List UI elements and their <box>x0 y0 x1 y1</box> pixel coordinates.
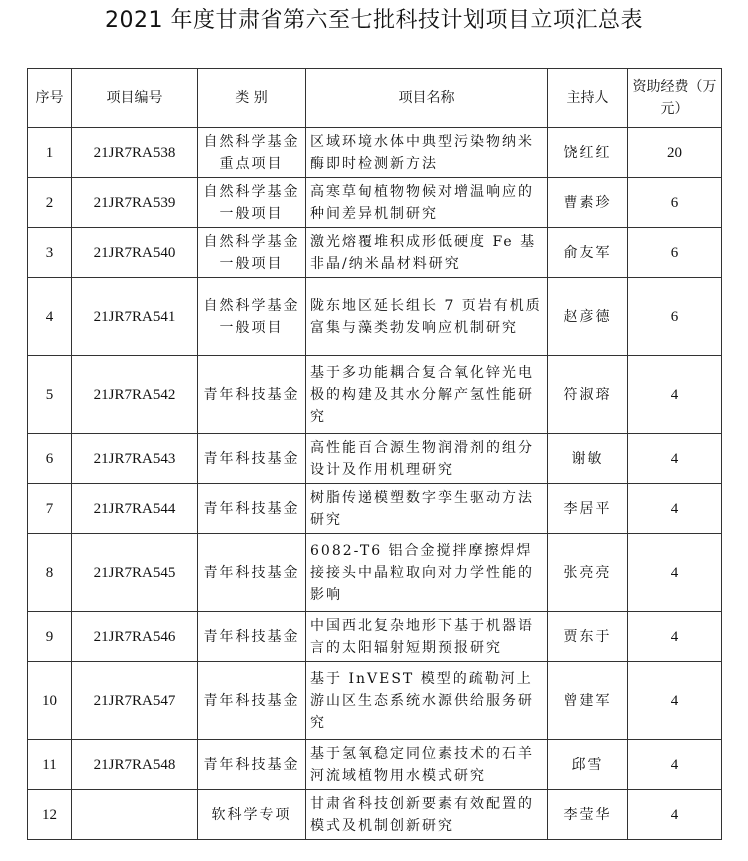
header-row <box>28 69 722 128</box>
row-fund: 4 <box>628 356 722 434</box>
row-leader: 贾东于 <box>548 612 628 662</box>
row-leader: 曹素珍 <box>548 178 628 228</box>
row-code: 21JR7RA544 <box>72 484 198 534</box>
row-fund: 4 <box>628 484 722 534</box>
table-row <box>28 612 722 662</box>
row-name: 高性能百合源生物润滑剂的组分设计及作用机理研究 <box>306 434 548 484</box>
row-fund: 6 <box>628 178 722 228</box>
row-category: 青年科技基金 <box>198 356 306 434</box>
header-name: 项目名称 <box>306 69 548 128</box>
row-leader: 饶红红 <box>548 128 628 178</box>
row-code: 21JR7RA539 <box>72 178 198 228</box>
row-leader: 李莹华 <box>548 790 628 840</box>
row-category: 青年科技基金 <box>198 434 306 484</box>
row-leader: 李居平 <box>548 484 628 534</box>
row-fund: 4 <box>628 662 722 740</box>
row-fund: 4 <box>628 434 722 484</box>
header-code: 项目编号 <box>72 69 198 128</box>
row-seq: 1 <box>28 128 72 178</box>
row-category: 自然科学基金一般项目 <box>198 278 306 356</box>
row-name: 高寒草甸植物物候对增温响应的种间差异机制研究 <box>306 178 548 228</box>
row-code: 21JR7RA541 <box>72 278 198 356</box>
row-name: 基于多功能耦合复合氧化锌光电极的构建及其水分解产氢性能研究 <box>306 356 548 434</box>
row-name: 中国西北复杂地形下基于机器语言的太阳辐射短期预报研究 <box>306 612 548 662</box>
row-category: 自然科学基金一般项目 <box>198 178 306 228</box>
row-category: 青年科技基金 <box>198 534 306 612</box>
row-code: 21JR7RA540 <box>72 228 198 278</box>
table-row <box>28 662 722 740</box>
row-seq: 12 <box>28 790 72 840</box>
row-fund: 4 <box>628 790 722 840</box>
row-name: 基于氢氧稳定同位素技术的石羊河流域植物用水模式研究 <box>306 740 548 790</box>
row-seq: 4 <box>28 278 72 356</box>
row-name: 陇东地区延长组长 7 页岩有机质富集与藻类勃发响应机制研究 <box>306 278 548 356</box>
row-seq: 7 <box>28 484 72 534</box>
row-seq: 3 <box>28 228 72 278</box>
header-fund: 资助经费（万元） <box>628 69 722 128</box>
row-leader: 张亮亮 <box>548 534 628 612</box>
row-category: 自然科学基金一般项目 <box>198 228 306 278</box>
row-name: 6082-T6 铝合金搅拌摩擦焊焊接接头中晶粒取向对力学性能的影响 <box>306 534 548 612</box>
row-seq: 10 <box>28 662 72 740</box>
row-leader: 邱雪 <box>548 740 628 790</box>
row-code: 21JR7RA548 <box>72 740 198 790</box>
row-fund: 20 <box>628 128 722 178</box>
row-name: 树脂传递模塑数字孪生驱动方法研究 <box>306 484 548 534</box>
header-category: 类 别 <box>198 69 306 128</box>
row-leader: 符淑瑢 <box>548 356 628 434</box>
table-row <box>28 484 722 534</box>
row-category: 青年科技基金 <box>198 740 306 790</box>
row-category: 青年科技基金 <box>198 612 306 662</box>
row-fund: 4 <box>628 612 722 662</box>
row-seq: 9 <box>28 612 72 662</box>
table-row <box>28 740 722 790</box>
row-category: 自然科学基金重点项目 <box>198 128 306 178</box>
table-row <box>28 790 722 840</box>
row-fund: 6 <box>628 228 722 278</box>
table-row <box>28 228 722 278</box>
table-row <box>28 534 722 612</box>
row-name: 区域环境水体中典型污染物纳米酶即时检测新方法 <box>306 128 548 178</box>
row-category: 青年科技基金 <box>198 484 306 534</box>
row-fund: 4 <box>628 534 722 612</box>
table-body <box>28 128 722 840</box>
row-name: 激光熔覆堆积成形低硬度 Fe 基非晶/纳米晶材料研究 <box>306 228 548 278</box>
row-fund: 6 <box>628 278 722 356</box>
row-code: 21JR7RA547 <box>72 662 198 740</box>
page-title: 2021 年度甘肃省第六至七批科技计划项目立项汇总表 <box>105 8 643 33</box>
header-seq: 序号 <box>28 69 72 128</box>
row-seq: 5 <box>28 356 72 434</box>
row-fund: 4 <box>628 740 722 790</box>
row-category: 软科学专项 <box>198 790 306 840</box>
row-name: 基于 InVEST 模型的疏勒河上游山区生态系统水源供给服务研究 <box>306 662 548 740</box>
row-name: 甘肃省科技创新要素有效配置的模式及机制创新研究 <box>306 790 548 840</box>
row-seq: 8 <box>28 534 72 612</box>
row-leader: 谢敏 <box>548 434 628 484</box>
row-code: 21JR7RA545 <box>72 534 198 612</box>
row-code: 21JR7RA543 <box>72 434 198 484</box>
row-code: 21JR7RA546 <box>72 612 198 662</box>
row-seq: 11 <box>28 740 72 790</box>
header-leader: 主持人 <box>548 69 628 128</box>
table-row <box>28 356 722 434</box>
row-category: 青年科技基金 <box>198 662 306 740</box>
table-row <box>28 434 722 484</box>
row-seq: 6 <box>28 434 72 484</box>
row-code <box>72 790 198 840</box>
row-leader: 曾建军 <box>548 662 628 740</box>
table-row <box>28 178 722 228</box>
row-leader: 赵彦德 <box>548 278 628 356</box>
row-seq: 2 <box>28 178 72 228</box>
row-code: 21JR7RA538 <box>72 128 198 178</box>
row-leader: 俞友军 <box>548 228 628 278</box>
project-table <box>27 68 722 840</box>
table-row <box>28 128 722 178</box>
table-row <box>28 278 722 356</box>
row-code: 21JR7RA542 <box>72 356 198 434</box>
